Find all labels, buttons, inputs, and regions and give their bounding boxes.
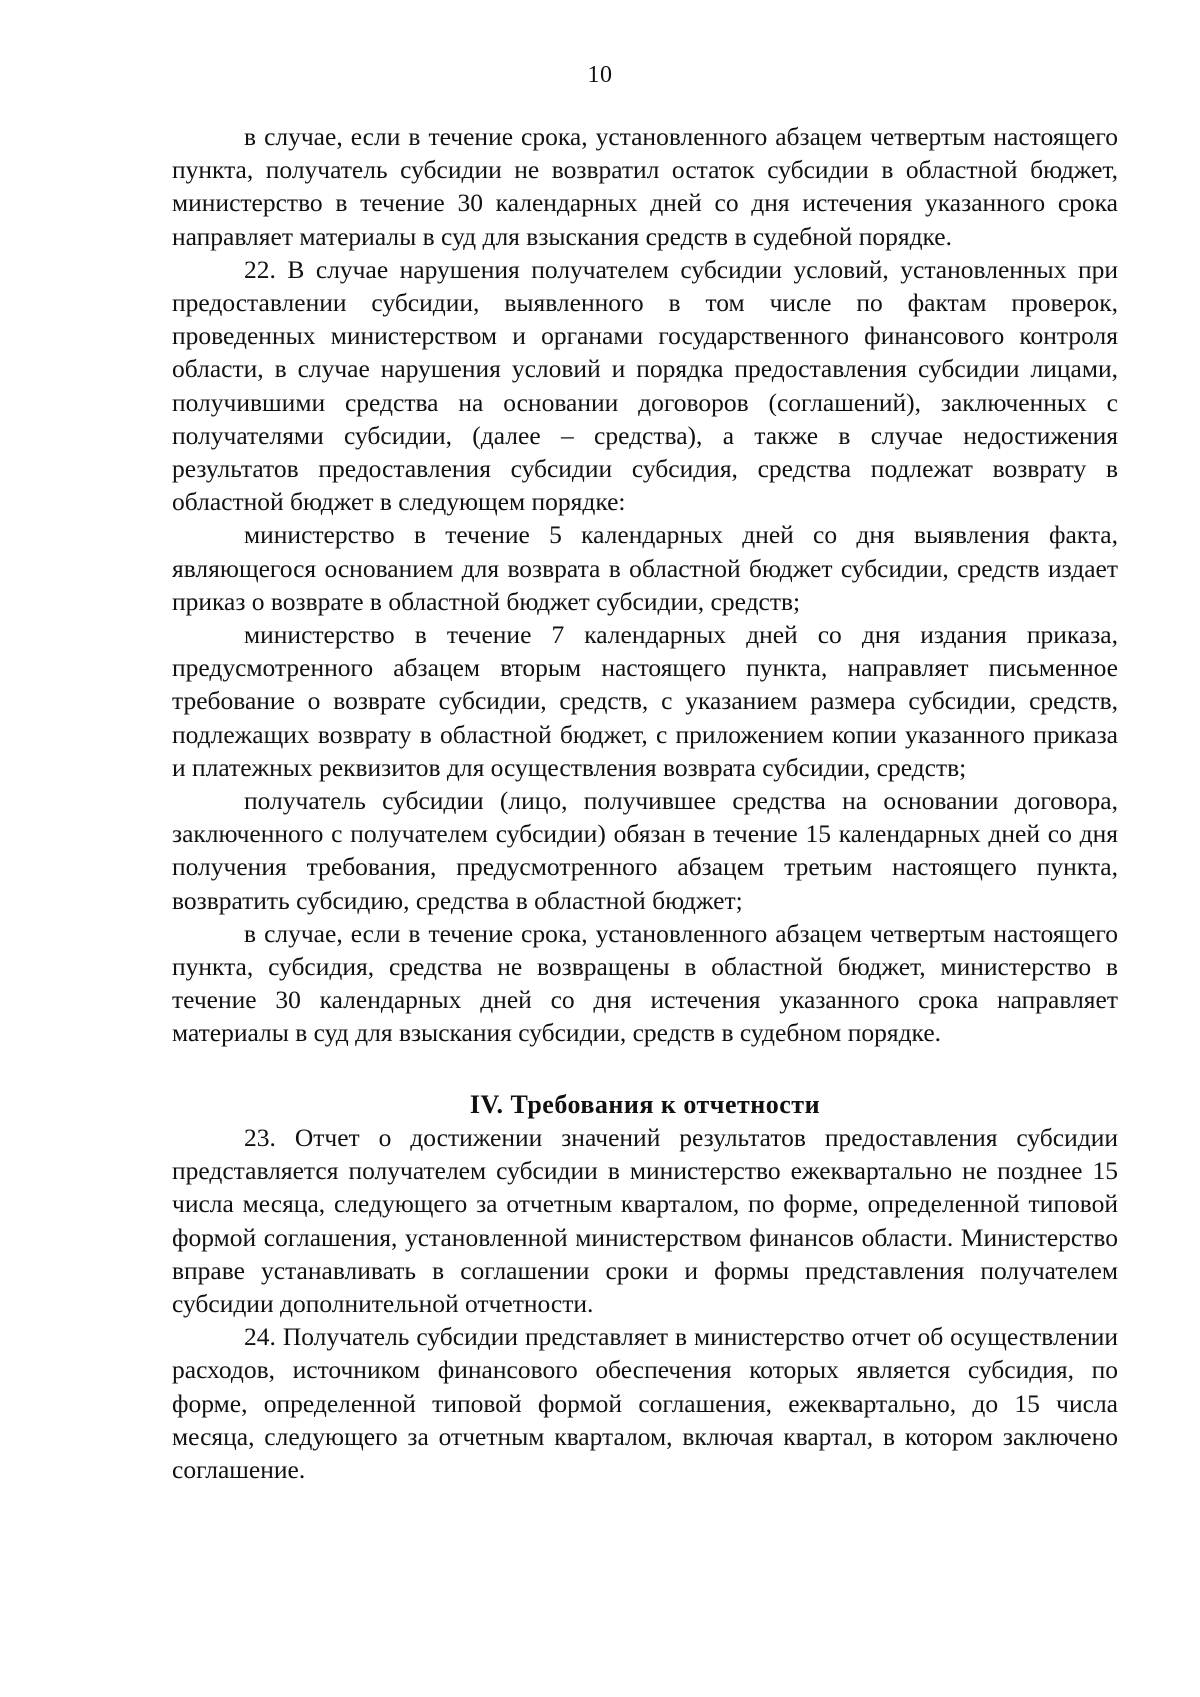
paragraph-22-order-issue: министерство в течение 5 календарных дней со дня выявления факта, являющегося основанием для возврата в областной бюджет субсидии, средств издает приказ о возврате в областной бюджет субсидии, средств; <box>172 520 1118 616</box>
paragraph-22-written-demand: министерство в течение 7 календарных дней со дня издания приказа, предусмотренного абзацем вторым настоящего пункта, направляет письменное требование о возврате субсидии, средств, с указанием размера субсидии, средств, подлежащих возврату в областной бюджет, с приложением копии указанного приказа и платежных реквизитов для осуществления возврата субсидии, средств; <box>172 620 1118 782</box>
paragraph-22-return-obligation: получатель субсидии (лицо, получившее средства на основании договора, заключенного с получателем субсидии) обязан в течение 15 календарных дней со дня получения требования, предусмотренного абзацем третьим настоящего пункта, возвратить субсидию, средства в областной бюджет; <box>172 786 1118 915</box>
paragraph-23: 23. Отчет о достижении значений результатов предоставления субсидии представляется получателем субсидии в министерство ежеквартально не позднее 15 числа месяца, следующего за отчетным кварталом, по форме, определенной типовой формой соглашения, установленной министерством финансов области. Министерство вправе устанавливать в соглашении сроки и формы представления получателем субсидии дополнительной отчетности. <box>172 1122 1118 1318</box>
document-body <box>172 120 1118 1486</box>
paragraph-recovery-remainder: в случае, если в течение срока, установленного абзацем четвертым настоящего пункта, получатель субсидии не возвратил остаток субсидии в областной бюджет, министерство в течение 30 календарных дней со дня истечения указанного срока направляет материалы в суд для взыскания средств в судебной порядке. <box>172 122 1118 251</box>
paragraph-22-court-recovery: в случае, если в течение срока, установленного абзацем четвертым настоящего пункта, субсидия, средства не возвращены в областной бюджет, министерство в течение 30 календарных дней со дня истечения указанного срока направляет материалы в суд для взыскания субсидии, средств в судебном порядке. <box>172 918 1118 1048</box>
page-number: 10 <box>587 62 613 88</box>
paragraph-22: 22. В случае нарушения получателем субсидии условий, установленных при предоставлении субсидии, выявленного в том числе по фактам проверок, проведенных министерством и органами государственного финансового контроля области, в случае нарушения условий и порядка предоставления субсидии лицами, получившими средства на основании договоров (соглашений), заключенных с получателями субсидии, (далее – средства), а также в случае недостижения результатов предоставления субсидии субсидия, средства подлежат возврату в областной бюджет в следующем порядке: <box>172 254 1118 517</box>
paragraph-24: 24. Получатель субсидии представляет в министерство отчет об осуществлении расходов, источником финансового обеспечения которых является субсидия, по форме, определенной типовой формой соглашения, ежеквартально, до 15 числа месяца, следующего за отчетным кварталом, включая квартал, в котором заключено соглашение. <box>172 1322 1118 1484</box>
section-heading: IV. Требования к отчетности <box>469 1089 821 1119</box>
